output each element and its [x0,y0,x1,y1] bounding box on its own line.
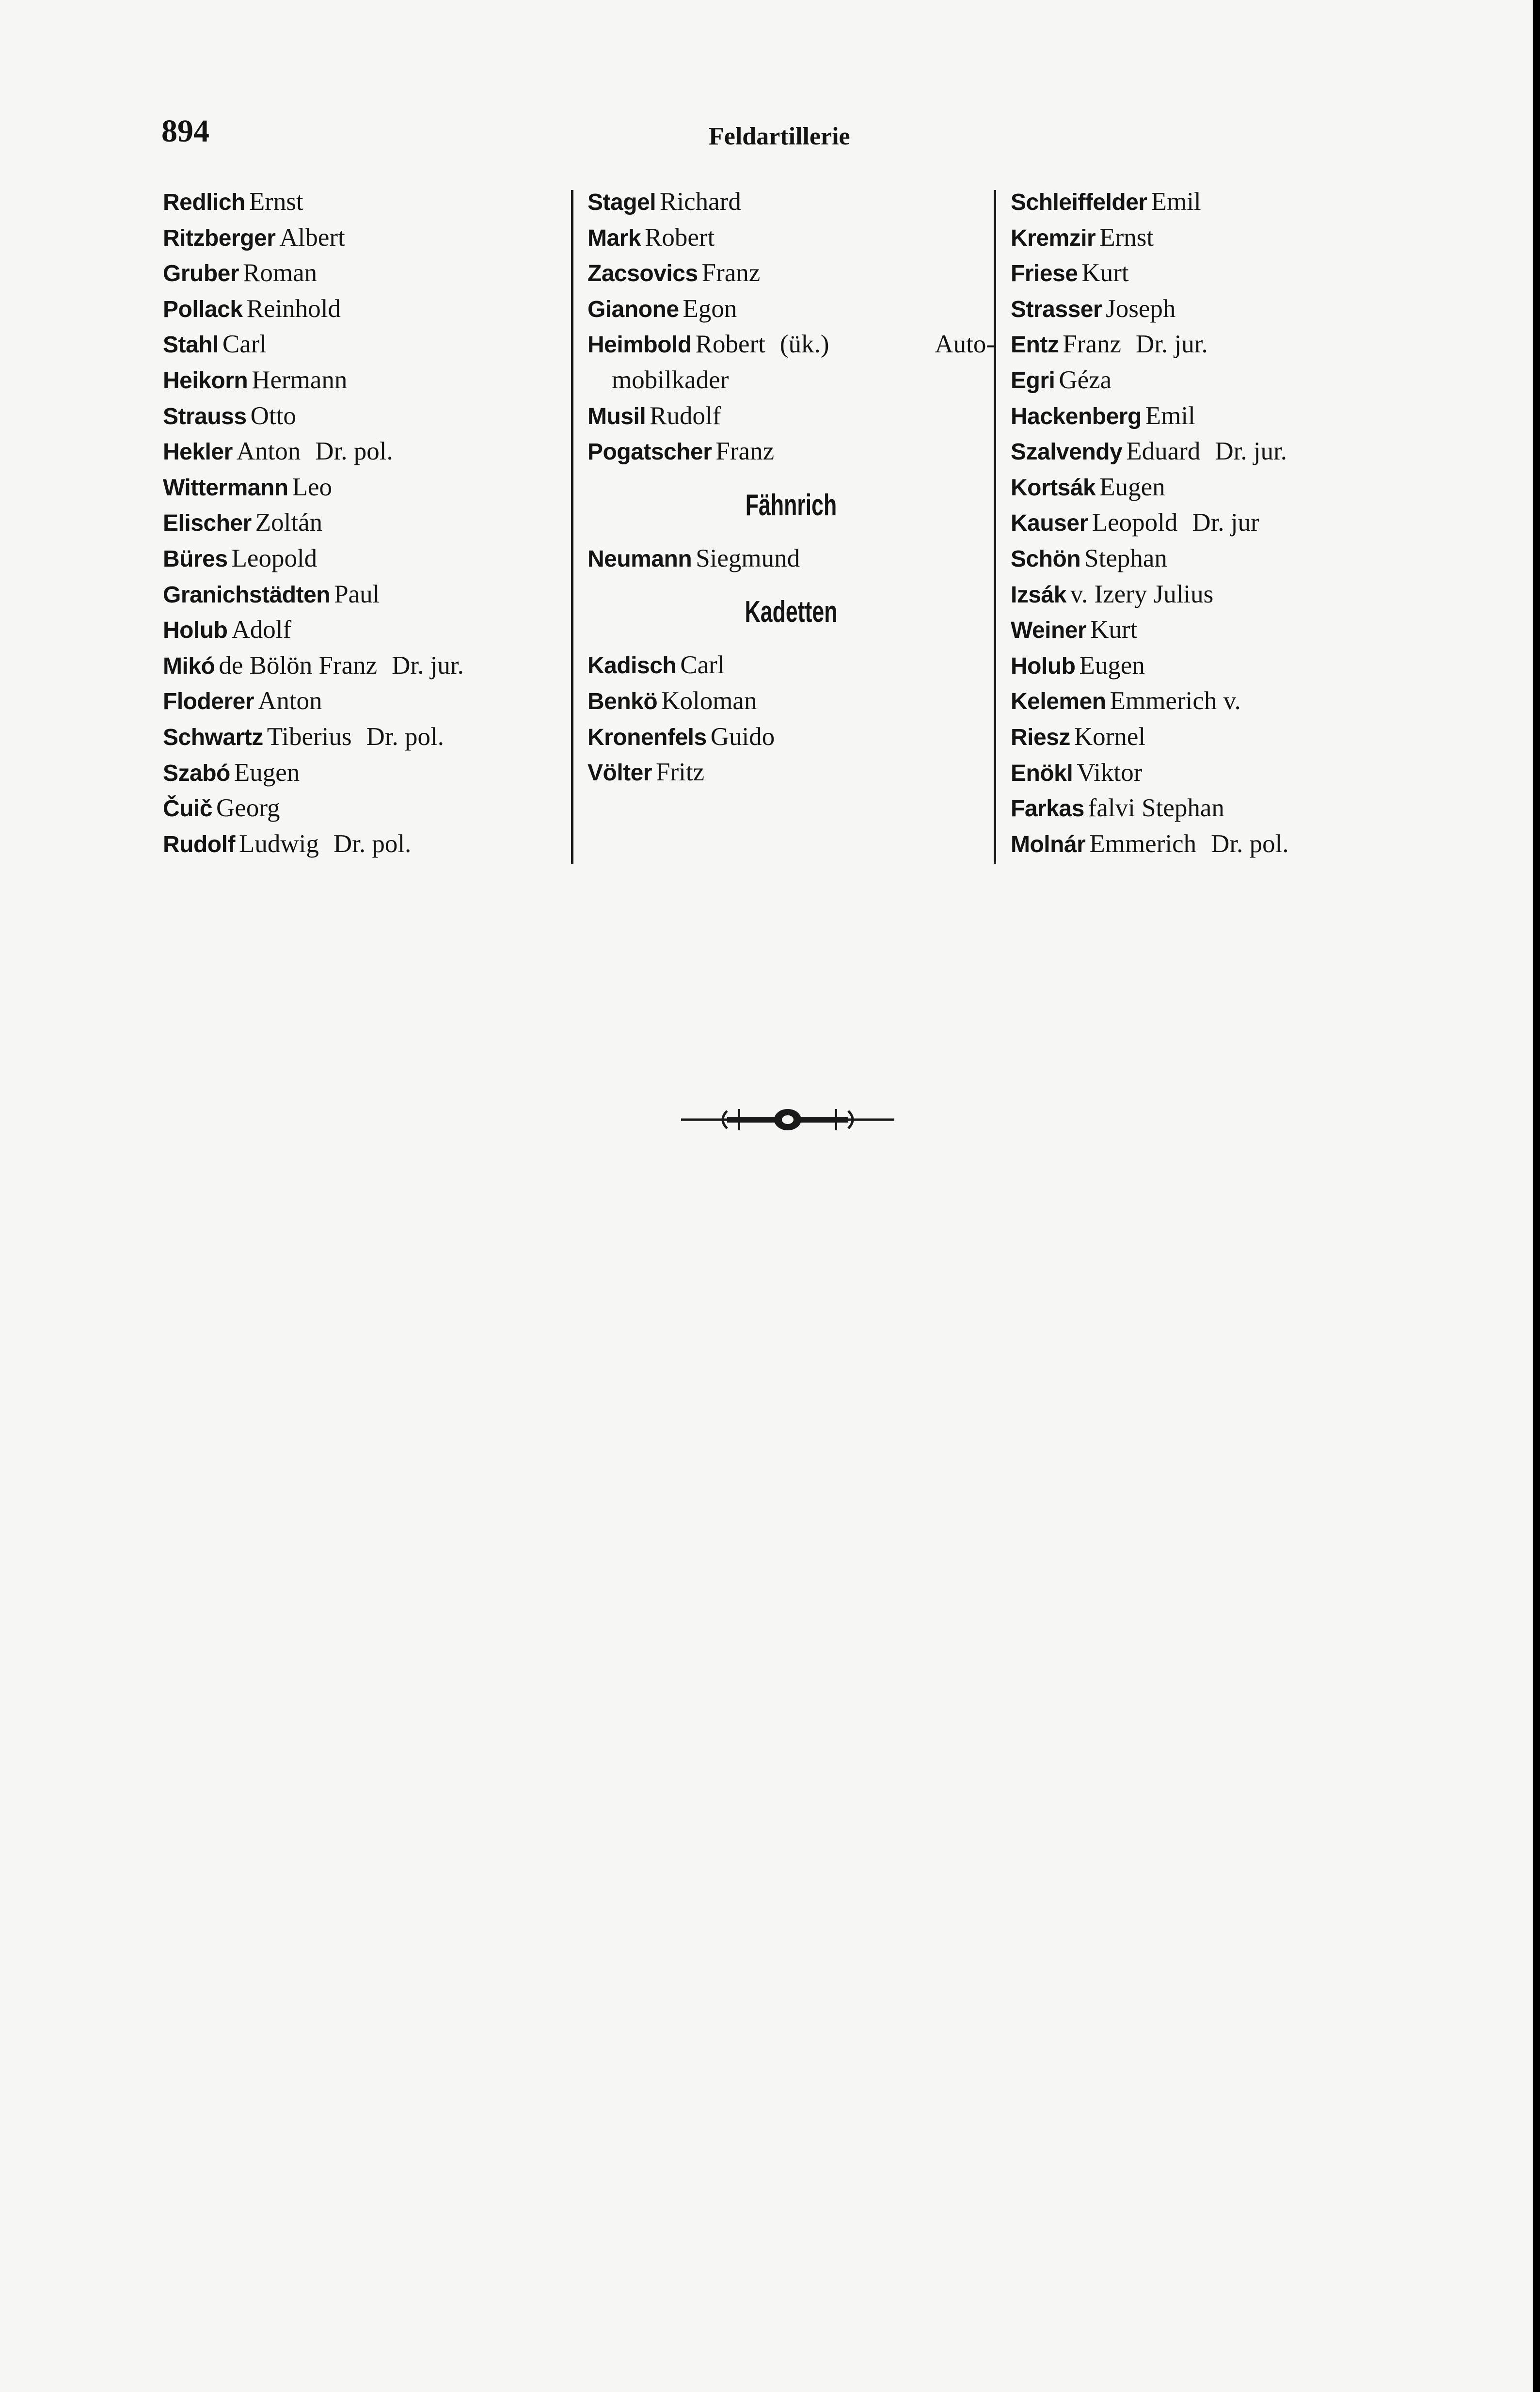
given-name: Albert [279,223,345,252]
list-item [587,434,995,470]
list-item [1011,291,1418,327]
surname: Kremzir [1011,225,1096,251]
given-name: Franz [715,437,775,466]
list-item [163,719,570,755]
list-item [1011,826,1418,862]
surname: Pogatscher [587,439,712,465]
section-heading-faehnrich: Fähnrich [745,488,837,522]
given-name: Guido [710,722,775,751]
surname: Kronenfels [587,724,707,750]
list-item [163,683,570,719]
surname: Mark [587,225,641,251]
name-list [1011,184,1418,862]
list-item [163,184,570,220]
list-item [163,612,570,648]
surname: Granichstädten [163,582,331,608]
surname: Zacsovics [587,261,698,287]
surname: Schwartz [163,724,263,750]
given-name: Siegmund [696,544,800,572]
list-item [1011,398,1418,434]
academic-title: Dr. pol. [1211,829,1289,858]
end-ornament [681,1100,894,1139]
list-item [1011,683,1418,719]
given-name: Zoltán [255,508,323,537]
given-name: Ernst [249,188,303,216]
list-item [1011,755,1418,791]
given-name: Koloman [661,686,757,715]
surname: Stahl [163,332,219,358]
given-name: Richard [660,188,741,216]
column-divider [571,190,573,864]
surname: Benkö [587,688,658,714]
given-name: Franz [701,259,761,287]
surname: Heikorn [163,367,248,394]
surname: Völter [587,760,652,786]
surname: Ritzberger [163,225,276,251]
academic-title: Dr. jur. [392,651,464,680]
list-item [1011,184,1418,220]
list-item [587,541,995,577]
list-item [163,434,570,470]
surname: Hekler [163,439,233,465]
list-item [587,327,995,363]
section-heading-kadetten: Kadetten [745,595,838,629]
given-name: Robert [645,223,715,252]
given-name: Géza [1059,365,1112,394]
given-name: Stephan [1084,544,1167,572]
list-item [1011,541,1418,577]
list-item [1011,648,1418,684]
given-name: Kurt [1090,616,1138,644]
given-name: Emmerich [1089,829,1197,858]
list-item [163,577,570,613]
surname: Gianone [587,296,679,322]
list-item [1011,220,1418,256]
academic-title: Dr. jur. [1215,437,1287,466]
list-item [163,505,570,541]
name-list [587,184,995,470]
list-item [1011,505,1418,541]
given-name: Otto [250,401,296,430]
given-name: Adolf [231,616,292,644]
list-item [163,791,570,826]
list-item [587,220,995,256]
given-name: falvi Stephan [1088,794,1224,823]
surname: Weiner [1011,618,1087,644]
list-item [163,255,570,291]
surname: Kauser [1011,510,1088,537]
list-item [163,826,570,862]
list-item [163,327,570,363]
name-list [587,648,995,790]
list-item [587,398,995,434]
given-name: Franz [1063,330,1122,359]
surname: Schleiffelder [1011,190,1147,215]
given-name: Tiberius [267,722,352,751]
given-name: Ernst [1099,223,1154,252]
academic-title: Dr. pol. [315,437,393,466]
list-item [163,755,570,791]
given-name: Ludwig [238,829,319,858]
academic-title: (ük.) [779,330,829,359]
given-name: Carl [222,330,267,359]
surname: Hackenberg [1011,403,1142,429]
surname: Rudolf [163,831,235,857]
surname: Floderer [163,689,254,715]
surname: Strasser [1011,296,1102,322]
surname: Riesz [1011,724,1070,750]
list-item [1011,612,1418,648]
name-list [163,184,570,862]
surname: Heimbold [587,332,692,358]
list-item [587,184,995,220]
surname: Büres [163,546,228,572]
surname: Čuič [163,796,213,822]
given-name: Eduard [1126,437,1201,466]
given-name: Emil [1151,188,1201,216]
surname: Wittermann [163,475,288,501]
given-name: Egon [683,294,737,323]
list-item [1011,470,1418,506]
list-item [163,363,570,398]
surname: Holub [1011,653,1076,679]
surname: Enökl [1011,760,1073,786]
name-column-2 [587,184,995,791]
surname: Kadisch [587,653,677,679]
name-column-1 [163,184,570,862]
given-name: Roman [243,259,318,287]
surname: Schön [1011,546,1081,572]
surname: Neumann [587,546,692,572]
given-name: Emmerich v. [1110,687,1241,715]
surname: Szalvendy [1011,439,1123,465]
surname: Friese [1011,261,1078,287]
surname: Izsák [1011,582,1066,608]
list-item [587,755,995,791]
surname: Stagel [587,190,656,215]
academic-title: Dr. jur [1192,508,1259,537]
given-name: Eugen [1099,473,1165,501]
surname: Kelemen [1011,689,1106,715]
surname: Elischer [163,510,252,537]
given-name: Carl [680,651,725,680]
list-item [163,541,570,577]
given-name: Georg [216,794,280,823]
given-name: Fritz [656,758,705,787]
given-name: Reinhold [246,294,341,323]
list-item [1011,327,1418,363]
running-head: Feldartillerie [709,123,850,150]
given-name: Anton [258,687,322,715]
list-item [587,648,995,683]
list-item-continuation: mobilkader [612,365,729,394]
surname: Entz [1011,332,1059,358]
given-name: Hermann [252,365,348,394]
surname: Kortsák [1011,475,1096,501]
page-number: 894 [161,113,209,149]
list-item [587,683,995,719]
given-name: Leopold [231,544,318,572]
list-item [1011,719,1418,755]
list-item [1011,255,1418,291]
list-item [587,719,995,755]
list-item [1011,434,1418,470]
surname: Egri [1011,367,1055,394]
surname: Holub [163,618,228,644]
given-name: Paul [334,580,380,608]
given-name: Leopold [1092,508,1178,537]
academic-title: Dr. pol. [333,829,412,858]
academic-title: Dr. jur. [1136,330,1208,359]
list-item [1011,577,1418,613]
surname: Strauss [163,403,247,429]
name-column-3 [1011,184,1418,862]
surname: Pollack [163,296,243,322]
given-name: Rudolf [650,401,721,430]
given-name: Emil [1145,401,1195,430]
surname: Redlich [163,190,245,215]
given-name: Eugen [1079,651,1145,680]
list-item [1011,791,1418,826]
given-name: Robert [695,330,765,359]
academic-title: Dr. pol. [366,722,444,751]
surname: Szabó [163,760,230,786]
hyphenated-word-start: Auto- [935,330,995,359]
list-item [163,648,570,684]
given-name: Eugen [234,758,300,787]
surname: Farkas [1011,796,1084,822]
list-item [163,398,570,434]
given-name: v. Izery Julius [1070,580,1214,608]
given-name: Viktor [1077,758,1143,787]
surname: Musil [587,403,646,429]
surname: Molnár [1011,831,1086,857]
given-name: Joseph [1106,294,1176,323]
given-name: Kurt [1081,259,1129,287]
surname: Gruber [163,261,239,287]
list-item [163,470,570,506]
list-item [163,220,570,256]
given-name: Anton [236,437,301,466]
surname: Mikó [163,653,215,679]
name-list [587,541,995,577]
given-name: Leo [292,473,332,501]
list-item [163,291,570,327]
list-item [1011,363,1418,398]
given-name: de Bölön Franz [219,651,378,680]
list-item [587,291,995,327]
list-item [587,255,995,291]
given-name: Kornel [1074,722,1146,751]
